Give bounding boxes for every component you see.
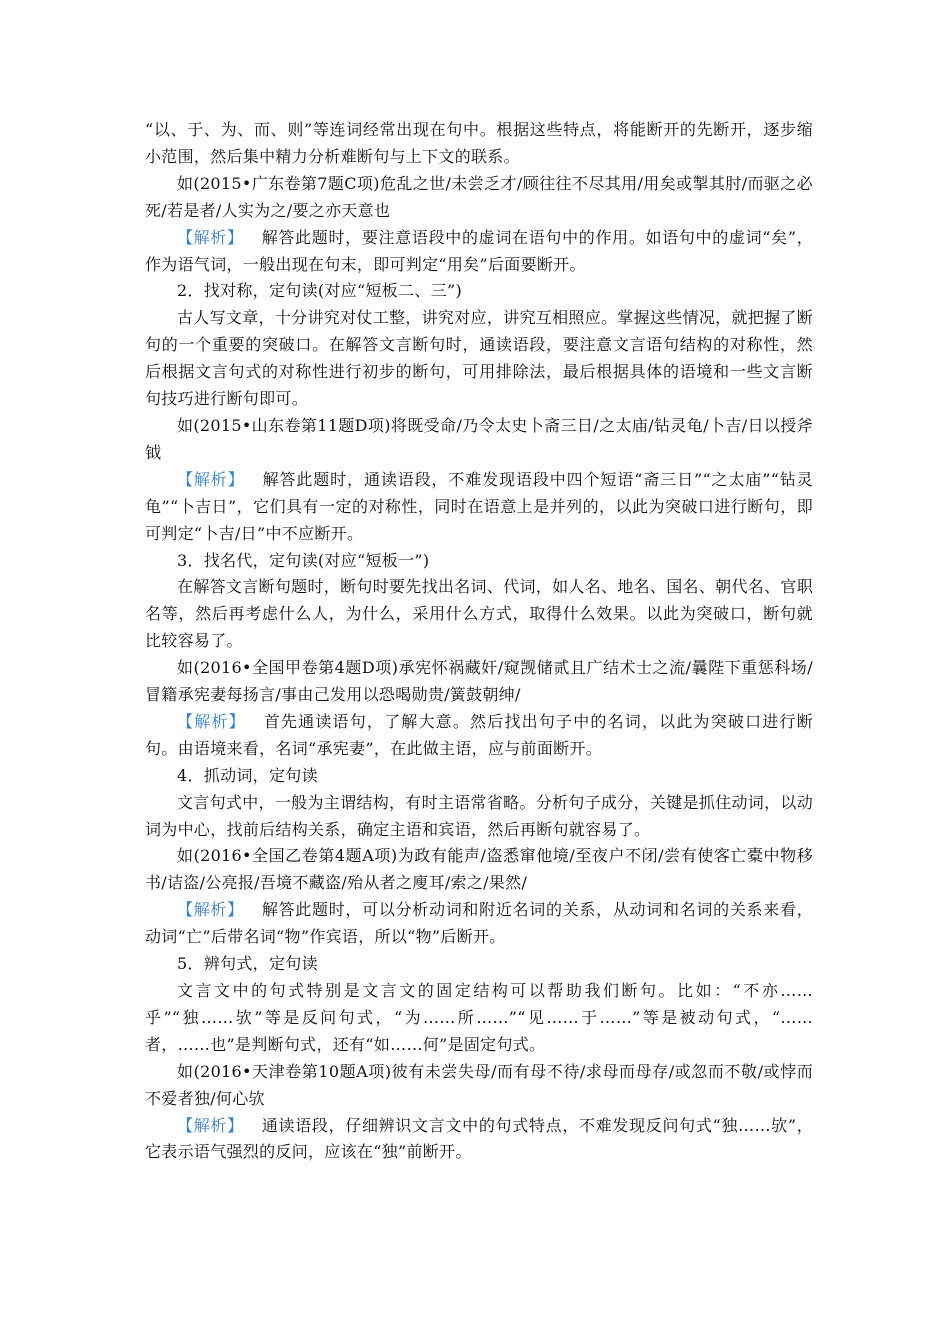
document-page [145, 117, 813, 1166]
analysis-tag: 【解析】 [177, 1115, 244, 1135]
analysis-text: 解答此题时，通读语段，不难发现语段中四个短语“斋三日”“之太庙”“钻灵龟”“卜吉日”，它们具有一定的对称性，同时在语意上是并列的，以此为突破口进行断句，即可判定“卜吉/日”中不应断开。 [145, 469, 813, 543]
section-heading-4: 4．抓动词，定句读 [177, 765, 318, 785]
section-heading-3: 3．找名代，定句读(对应“短板一”) [177, 550, 430, 570]
paragraph-verbs: 文言句式中，一般为主谓结构，有时主语常省略。分析句子成分，关键是抓住动词，以动词为中心，找前后结构关系，确定主语和宾语，然后再断句就容易了。 [145, 792, 813, 839]
example-tianjin-2016: 如(2016•天津卷第10题A项)彼有未尝失母/而有母不待/求母而母存/或忽而不敬/或悖而不爱者独/何心欤 [145, 1061, 813, 1108]
analysis-2 [145, 467, 813, 548]
paragraph-nouns: 在解答文言断句题时，断句时要先找出名词、代词，如人名、地名、国名、朝代名、官职名等，然后再考虑什么人，为什么，采用什么方式，取得什么效果。以此为突破口，断句就比较容易了。 [145, 577, 813, 651]
analysis-4 [145, 897, 813, 951]
analysis-tag: 【解析】 [177, 900, 244, 920]
section-heading-5: 5．辨句式，定句读 [177, 954, 318, 974]
analysis-text: 通读语段，仔细辨识文言文中的句式特点，不难发现反问句式“独……欤”，它表示语气强烈的反问，应该在“独”前断开。 [145, 1115, 814, 1162]
example-guangdong-2015: 如(2015•广东卷第7题C项)危乱之世/未尝乏才/顾往往不尽其用/用矣或掣其肘/而驱之必死/若是者/人实为之/要之亦天意也 [145, 173, 813, 220]
example-national-b-2016: 如(2016•全国乙卷第4题A项)为政有能声/盗悉窜他境/至夜户不闭/尝有使客亡橐中物移书/诘盗/公亮报/吾境不藏盗/殆从者之廋耳/索之/果然/ [145, 846, 813, 893]
analysis-5 [145, 1113, 813, 1167]
example-shandong-2015: 如(2015•山东卷第11题D项)将既受命/乃令太史卜斋三日/之太庙/钻灵龟/卜吉/日以授斧钺 [145, 415, 813, 462]
paragraph-conjunctions: “以、于、为、而、则”等连词经常出现在句中。根据这些特点，将能断开的先断开，逐步缩小范围，然后集中精力分析难断句与上下文的联系。 [145, 120, 813, 166]
analysis-text: 解答此题时，可以分析动词和附近名词的关系，从动词和名词的关系来看，动词“亡”后带名词“物”作宾语，所以“物”后断开。 [145, 900, 813, 947]
analysis-text: 解答此题时，要注意语段中的虚词在语句中的作用。如语句中的虚词“矣”，作为语气词，一般出现在句末，即可判定“用矣”后面要断开。 [145, 227, 814, 274]
analysis-tag: 【解析】 [177, 227, 244, 247]
example-national-a-2016: 如(2016•全国甲卷第4题D项)承宪怀祸藏奸/窥觊储贰且广结术士之流/曩陛下重惩科场/冒籍承宪妻每扬言/事由己发用以恐喝勋贵/簧鼓朝绅/ [145, 658, 813, 705]
analysis-1 [145, 225, 813, 279]
analysis-tag: 【解析】 [177, 469, 245, 489]
paragraph-symmetry: 古人写文章，十分讲究对仗工整，讲究对应，讲究互相照应。掌握这些情况，就把握了断句的一个重要的突破口。在解答文言断句时，通读语段，要注意文言语句结构的对称性，然后根据文言句式的对称性进行初步的断句，可用排除法，最后根据具体的语境和一些文言断句技巧进行断句即可。 [145, 308, 813, 409]
section-heading-2: 2．找对称，定句读(对应“短板二、三”) [177, 281, 463, 301]
analysis-text: 首先通读语句，了解大意。然后找出句子中的名词，以此为突破口进行断句。由语境来看，名词“承宪妻”，在此做主语，应与前面断开。 [145, 711, 813, 758]
analysis-tag: 【解析】 [177, 711, 246, 731]
analysis-3 [145, 709, 813, 763]
paragraph-sentence-patterns: 文言文中的句式特别是文言文的固定结构可以帮助我们断句。比如：“不亦……乎”“独……欤”等是反问句式，“为……所……”“见……于……”等是被动句式，“……者，……也”是判断句式，还有“如……何”是固定句式。 [145, 981, 813, 1054]
